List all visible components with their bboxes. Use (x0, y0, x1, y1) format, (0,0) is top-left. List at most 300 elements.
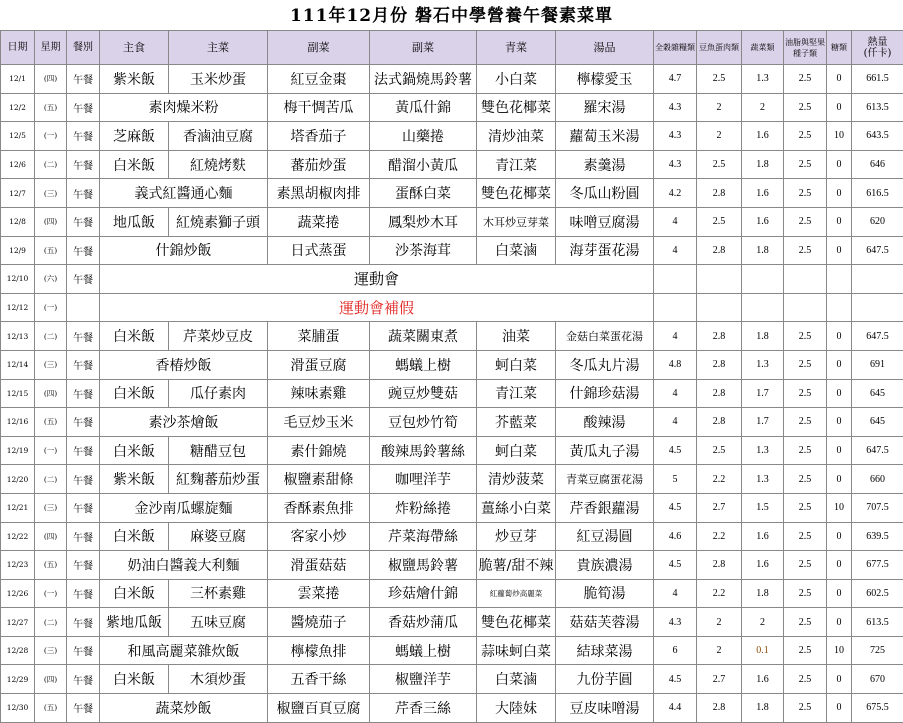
header-sugar: 糖類 (827, 31, 852, 65)
date-cell: 12/15 (1, 379, 35, 408)
weekday-cell: (一) (35, 122, 67, 151)
staple-cell: 白米飯 (100, 150, 169, 179)
table-row (1, 322, 903, 351)
side-dish-1-cell: 塔香茄子 (268, 122, 370, 151)
side-dish-1-cell: 五香干絲 (268, 665, 370, 694)
vegetable-cell: 脆薯/甜不辣 (477, 551, 556, 580)
weekday-cell: (三) (35, 636, 67, 665)
table-row (1, 122, 903, 151)
calories-cell: 647.5 (852, 236, 903, 265)
sugar-cell: 0 (827, 150, 852, 179)
protein-cell: 2.2 (697, 579, 742, 608)
grain-cell: 4 (654, 207, 697, 236)
empty-cell (654, 293, 697, 322)
table-row (1, 179, 903, 208)
staple-cell: 白米飯 (100, 579, 169, 608)
table-row (1, 379, 903, 408)
vegetable-cell: 芥藍菜 (477, 408, 556, 437)
header-side1: 副菜 (268, 31, 370, 65)
weekday-cell: (二) (35, 465, 67, 494)
header-main: 主菜 (169, 31, 268, 65)
calories-cell: 660 (852, 465, 903, 494)
side-dish-1-cell: 素黑胡椒肉排 (268, 179, 370, 208)
vegetable-serving-cell: 1.8 (742, 150, 784, 179)
side-dish-1-cell: 辣味素雞 (268, 379, 370, 408)
sugar-cell: 0 (827, 608, 852, 637)
staple-cell: 地瓜飯 (100, 207, 169, 236)
vegetable-serving-cell: 1.8 (742, 694, 784, 723)
side-dish-2-cell: 椒鹽馬鈴薯 (370, 551, 477, 580)
meal-cell: 午餐 (67, 265, 100, 294)
staple-cell: 白米飯 (100, 665, 169, 694)
header-calories (852, 31, 903, 65)
protein-cell: 2.2 (697, 522, 742, 551)
header-soup: 湯品 (556, 31, 654, 65)
table-row (1, 636, 903, 665)
weekday-cell: (二) (35, 150, 67, 179)
table-row (1, 236, 903, 265)
menu-body (1, 65, 903, 723)
fat-cell: 2.5 (784, 465, 827, 494)
combined-main-cell: 和風高麗菜雜炊飯 (100, 636, 268, 665)
header-row (1, 31, 903, 65)
vegetable-serving-cell: 2 (742, 93, 784, 122)
date-cell: 12/21 (1, 493, 35, 522)
table-row (1, 436, 903, 465)
combined-main-cell: 義式紅醬通心麵 (100, 179, 268, 208)
fat-cell: 2.5 (784, 93, 827, 122)
fat-cell: 2.5 (784, 350, 827, 379)
combined-main-cell: 素沙茶燴飯 (100, 408, 268, 437)
date-cell: 12/30 (1, 694, 35, 723)
grain-cell: 4.5 (654, 665, 697, 694)
main-dish-cell: 糖醋豆包 (169, 436, 268, 465)
fat-cell: 2.5 (784, 408, 827, 437)
soup-cell: 九份芋圓 (556, 665, 654, 694)
date-cell: 12/29 (1, 665, 35, 694)
side-dish-2-cell: 芹香三絲 (370, 694, 477, 723)
vegetable-cell: 紅蘿蔔炒高麗菜 (477, 579, 556, 608)
weekday-cell: (四) (35, 65, 67, 94)
grain-cell: 4.5 (654, 493, 697, 522)
soup-cell: 檸檬愛玉 (556, 65, 654, 94)
side-dish-2-cell: 黃瓜什錦 (370, 93, 477, 122)
protein-cell: 2.8 (697, 236, 742, 265)
main-dish-cell: 香滷油豆腐 (169, 122, 268, 151)
calories-cell: 643.5 (852, 122, 903, 151)
vegetable-serving-cell: 0.1 (742, 636, 784, 665)
empty-cell (827, 293, 852, 322)
calories-cell: 677.5 (852, 551, 903, 580)
grain-cell: 4.5 (654, 551, 697, 580)
empty-cell (784, 293, 827, 322)
meal-cell: 午餐 (67, 493, 100, 522)
calories-cell: 645 (852, 408, 903, 437)
combined-main-cell: 金沙南瓜螺旋麵 (100, 493, 268, 522)
header-staple: 主食 (100, 31, 169, 65)
weekday-cell: (一) (35, 293, 67, 322)
event-cell: 運動會 (100, 265, 654, 294)
weekday-cell: (二) (35, 608, 67, 637)
side-dish-1-cell: 蕃茄炒蛋 (268, 150, 370, 179)
date-cell: 12/5 (1, 122, 35, 151)
empty-cell (852, 265, 903, 294)
grain-cell: 4.3 (654, 122, 697, 151)
sugar-cell: 0 (827, 436, 852, 465)
sugar-cell: 0 (827, 579, 852, 608)
vegetable-cell: 青江菜 (477, 150, 556, 179)
grain-cell: 4.8 (654, 350, 697, 379)
sugar-cell: 0 (827, 236, 852, 265)
staple-cell: 白米飯 (100, 522, 169, 551)
fat-cell: 2.5 (784, 236, 827, 265)
vegetable-serving-cell: 1.8 (742, 579, 784, 608)
calories-cell: 613.5 (852, 608, 903, 637)
empty-cell (784, 265, 827, 294)
fat-cell: 2.5 (784, 522, 827, 551)
sugar-cell: 0 (827, 350, 852, 379)
fat-cell: 2.5 (784, 322, 827, 351)
side-dish-1-cell: 梅干惆苦瓜 (268, 93, 370, 122)
table-row (1, 579, 903, 608)
empty-cell (697, 265, 742, 294)
menu-table (0, 30, 903, 723)
weekday-cell: (一) (35, 436, 67, 465)
grain-cell: 4.3 (654, 150, 697, 179)
side-dish-1-cell: 日式蒸蛋 (268, 236, 370, 265)
side-dish-2-cell: 豆包炒竹筍 (370, 408, 477, 437)
meal-cell (67, 293, 100, 322)
header-calories-label: 熱量 (868, 37, 888, 48)
protein-cell: 2.8 (697, 322, 742, 351)
fat-cell: 2.5 (784, 379, 827, 408)
meal-cell: 午餐 (67, 207, 100, 236)
side-dish-2-cell: 螞蟻上樹 (370, 350, 477, 379)
soup-cell: 芹香銀蘿湯 (556, 493, 654, 522)
sugar-cell: 0 (827, 322, 852, 351)
meal-cell: 午餐 (67, 408, 100, 437)
soup-cell: 貴族濃湯 (556, 551, 654, 580)
fat-cell: 2.5 (784, 65, 827, 94)
date-cell: 12/8 (1, 207, 35, 236)
vegetable-serving-cell: 1.3 (742, 436, 784, 465)
main-dish-cell: 木須炒蛋 (169, 665, 268, 694)
protein-cell: 2.7 (697, 493, 742, 522)
fat-cell: 2.5 (784, 551, 827, 580)
combined-main-cell: 蔬菜炒飯 (100, 694, 268, 723)
meal-cell: 午餐 (67, 665, 100, 694)
weekday-cell: (五) (35, 93, 67, 122)
calories-cell: 725 (852, 636, 903, 665)
protein-cell: 2.5 (697, 150, 742, 179)
weekday-cell: (二) (35, 322, 67, 351)
weekday-cell: (五) (35, 551, 67, 580)
soup-cell: 什錦珍菇湯 (556, 379, 654, 408)
staple-cell: 白米飯 (100, 436, 169, 465)
soup-cell: 冬瓜丸片湯 (556, 350, 654, 379)
grain-cell: 4 (654, 408, 697, 437)
side-dish-2-cell: 山藥捲 (370, 122, 477, 151)
empty-cell (827, 265, 852, 294)
soup-cell: 羅宋湯 (556, 93, 654, 122)
vegetable-cell: 白菜滷 (477, 236, 556, 265)
date-cell: 12/2 (1, 93, 35, 122)
table-row (1, 207, 903, 236)
date-cell: 12/26 (1, 579, 35, 608)
vegetable-serving-cell: 1.6 (742, 207, 784, 236)
protein-cell: 2.5 (697, 436, 742, 465)
weekday-cell: (四) (35, 379, 67, 408)
combined-main-cell: 什錦炒飯 (100, 236, 268, 265)
vegetable-serving-cell: 1.6 (742, 551, 784, 580)
table-row (1, 694, 903, 723)
table-row (1, 265, 903, 294)
sugar-cell: 0 (827, 179, 852, 208)
vegetable-cell: 雙色花椰菜 (477, 608, 556, 637)
vegetable-serving-cell: 1.8 (742, 236, 784, 265)
sugar-cell: 0 (827, 465, 852, 494)
vegetable-serving-cell: 1.6 (742, 122, 784, 151)
date-cell: 12/19 (1, 436, 35, 465)
calories-cell: 639.5 (852, 522, 903, 551)
meal-cell: 午餐 (67, 694, 100, 723)
meal-cell: 午餐 (67, 636, 100, 665)
vegetable-serving-cell: 2 (742, 608, 784, 637)
protein-cell: 2.8 (697, 408, 742, 437)
header-veg: 青菜 (477, 31, 556, 65)
side-dish-1-cell: 醬燒茄子 (268, 608, 370, 637)
vegetable-serving-cell: 1.5 (742, 493, 784, 522)
side-dish-1-cell: 雲菜捲 (268, 579, 370, 608)
main-dish-cell: 五味豆腐 (169, 608, 268, 637)
date-cell: 12/23 (1, 551, 35, 580)
side-dish-1-cell: 滑蛋菇菇 (268, 551, 370, 580)
staple-cell: 芝麻飯 (100, 122, 169, 151)
weekday-cell: (五) (35, 408, 67, 437)
staple-cell: 白米飯 (100, 322, 169, 351)
fat-cell: 2.5 (784, 436, 827, 465)
grain-cell: 6 (654, 636, 697, 665)
calories-cell: 647.5 (852, 322, 903, 351)
vegetable-cell: 蚵白菜 (477, 350, 556, 379)
sugar-cell: 0 (827, 65, 852, 94)
weekday-cell: (六) (35, 265, 67, 294)
grain-cell: 4 (654, 379, 697, 408)
staple-cell: 紫米飯 (100, 65, 169, 94)
protein-cell: 2.8 (697, 179, 742, 208)
sugar-cell: 0 (827, 665, 852, 694)
header-calories-unit: (仟卡) (864, 48, 892, 59)
calories-cell: 613.5 (852, 93, 903, 122)
side-dish-2-cell: 鳳梨炒木耳 (370, 207, 477, 236)
empty-cell (742, 293, 784, 322)
date-cell: 12/14 (1, 350, 35, 379)
soup-cell: 海芽蛋花湯 (556, 236, 654, 265)
vegetable-cell: 小白菜 (477, 65, 556, 94)
protein-cell: 2.8 (697, 694, 742, 723)
side-dish-2-cell: 椒鹽洋芋 (370, 665, 477, 694)
table-row (1, 665, 903, 694)
header-vegetables: 蔬菜類 (742, 31, 784, 65)
vegetable-serving-cell: 1.7 (742, 408, 784, 437)
soup-cell: 紅豆湯圓 (556, 522, 654, 551)
fat-cell: 2.5 (784, 636, 827, 665)
side-dish-2-cell: 蛋酥白菜 (370, 179, 477, 208)
protein-cell: 2.2 (697, 465, 742, 494)
side-dish-1-cell: 菜脯蛋 (268, 322, 370, 351)
empty-cell (742, 265, 784, 294)
grain-cell: 4 (654, 579, 697, 608)
date-cell: 12/12 (1, 293, 35, 322)
vegetable-cell: 蒜味蚵白菜 (477, 636, 556, 665)
date-cell: 12/16 (1, 408, 35, 437)
vegetable-serving-cell: 1.6 (742, 522, 784, 551)
vegetable-cell: 白菜滷 (477, 665, 556, 694)
protein-cell: 2.8 (697, 350, 742, 379)
side-dish-2-cell: 芹菜海帶絲 (370, 522, 477, 551)
meal-cell: 午餐 (67, 150, 100, 179)
weekday-cell: (三) (35, 350, 67, 379)
weekday-cell: (四) (35, 207, 67, 236)
sugar-cell: 0 (827, 379, 852, 408)
vegetable-cell: 清炒油菜 (477, 122, 556, 151)
vegetable-serving-cell: 1.3 (742, 65, 784, 94)
sugar-cell: 0 (827, 408, 852, 437)
fat-cell: 2.5 (784, 665, 827, 694)
date-cell: 12/1 (1, 65, 35, 94)
soup-cell: 脆筍湯 (556, 579, 654, 608)
table-row (1, 65, 903, 94)
soup-cell: 黃瓜丸子湯 (556, 436, 654, 465)
side-dish-1-cell: 檸檬魚排 (268, 636, 370, 665)
sugar-cell: 10 (827, 493, 852, 522)
weekday-cell: (五) (35, 694, 67, 723)
soup-cell: 酸辣湯 (556, 408, 654, 437)
soup-cell: 結球菜湯 (556, 636, 654, 665)
vegetable-cell: 炒豆芽 (477, 522, 556, 551)
grain-cell: 4.2 (654, 179, 697, 208)
table-row (1, 150, 903, 179)
grain-cell: 4.4 (654, 694, 697, 723)
calories-cell: 675.5 (852, 694, 903, 723)
side-dish-2-cell: 珍菇燴什錦 (370, 579, 477, 608)
weekday-cell: (四) (35, 522, 67, 551)
meal-cell: 午餐 (67, 379, 100, 408)
staple-cell: 紫米飯 (100, 465, 169, 494)
meal-cell: 午餐 (67, 93, 100, 122)
meal-cell: 午餐 (67, 608, 100, 637)
grain-cell: 4.3 (654, 93, 697, 122)
side-dish-1-cell: 椒鹽素甜條 (268, 465, 370, 494)
weekday-cell: (三) (35, 493, 67, 522)
side-dish-2-cell: 咖哩洋芋 (370, 465, 477, 494)
header-side2: 副菜 (370, 31, 477, 65)
vegetable-cell: 清炒菠菜 (477, 465, 556, 494)
table-row (1, 465, 903, 494)
side-dish-2-cell: 豌豆炒雙菇 (370, 379, 477, 408)
calories-cell: 707.5 (852, 493, 903, 522)
vegetable-cell: 木耳炒豆芽菜 (477, 207, 556, 236)
sugar-cell: 0 (827, 522, 852, 551)
date-cell: 12/28 (1, 636, 35, 665)
combined-main-cell: 奶油白醬義大利麵 (100, 551, 268, 580)
sugar-cell: 10 (827, 636, 852, 665)
calories-cell: 646 (852, 150, 903, 179)
grain-cell: 4.6 (654, 522, 697, 551)
grain-cell: 4.7 (654, 65, 697, 94)
protein-cell: 2.7 (697, 665, 742, 694)
fat-cell: 2.5 (784, 179, 827, 208)
event-cell: 運動會補假 (100, 293, 654, 322)
weekday-cell: (一) (35, 579, 67, 608)
side-dish-2-cell: 炸粉絲捲 (370, 493, 477, 522)
side-dish-1-cell: 椒鹽百頁豆腐 (268, 694, 370, 723)
table-row (1, 608, 903, 637)
table-row (1, 408, 903, 437)
meal-cell: 午餐 (67, 122, 100, 151)
side-dish-1-cell: 香酥素魚排 (268, 493, 370, 522)
fat-cell: 2.5 (784, 608, 827, 637)
vegetable-cell: 大陸妹 (477, 694, 556, 723)
staple-cell: 白米飯 (100, 379, 169, 408)
meal-cell: 午餐 (67, 322, 100, 351)
protein-cell: 2.5 (697, 207, 742, 236)
side-dish-2-cell: 醋溜小黃瓜 (370, 150, 477, 179)
side-dish-1-cell: 滑蛋豆腐 (268, 350, 370, 379)
grain-cell: 4.3 (654, 608, 697, 637)
side-dish-1-cell: 素什錦燒 (268, 436, 370, 465)
combined-main-cell: 香椿炒飯 (100, 350, 268, 379)
fat-cell: 2.5 (784, 493, 827, 522)
calories-cell: 647.5 (852, 436, 903, 465)
side-dish-1-cell: 紅豆金棗 (268, 65, 370, 94)
date-cell: 12/10 (1, 265, 35, 294)
vegetable-cell: 油菜 (477, 322, 556, 351)
table-row (1, 350, 903, 379)
page-title: 111年12月份 磐石中學營養午餐素菜單 (0, 0, 903, 30)
sugar-cell: 0 (827, 93, 852, 122)
protein-cell: 2 (697, 122, 742, 151)
calories-cell: 661.5 (852, 65, 903, 94)
main-dish-cell: 三杯素雞 (169, 579, 268, 608)
grain-cell: 4 (654, 322, 697, 351)
header-protein: 豆魚蛋肉類 (697, 31, 742, 65)
meal-cell: 午餐 (67, 65, 100, 94)
soup-cell: 味噌豆腐湯 (556, 207, 654, 236)
calories-cell: 602.5 (852, 579, 903, 608)
main-dish-cell: 紅麴蕃茄炒蛋 (169, 465, 268, 494)
calories-cell: 691 (852, 350, 903, 379)
fat-cell: 2.5 (784, 150, 827, 179)
table-row (1, 293, 903, 322)
main-dish-cell: 麻婆豆腐 (169, 522, 268, 551)
side-dish-2-cell: 蔬菜關東煮 (370, 322, 477, 351)
header-weekday: 星期 (35, 31, 67, 65)
sugar-cell: 0 (827, 551, 852, 580)
calories-cell: 620 (852, 207, 903, 236)
empty-cell (697, 293, 742, 322)
soup-cell: 青菜豆腐蛋花湯 (556, 465, 654, 494)
sugar-cell: 0 (827, 694, 852, 723)
meal-cell: 午餐 (67, 551, 100, 580)
main-dish-cell: 芹菜炒豆皮 (169, 322, 268, 351)
calories-cell: 670 (852, 665, 903, 694)
date-cell: 12/22 (1, 522, 35, 551)
fat-cell: 2.5 (784, 122, 827, 151)
vegetable-cell: 薑絲小白菜 (477, 493, 556, 522)
vegetable-cell: 雙色花椰菜 (477, 93, 556, 122)
date-cell: 12/7 (1, 179, 35, 208)
